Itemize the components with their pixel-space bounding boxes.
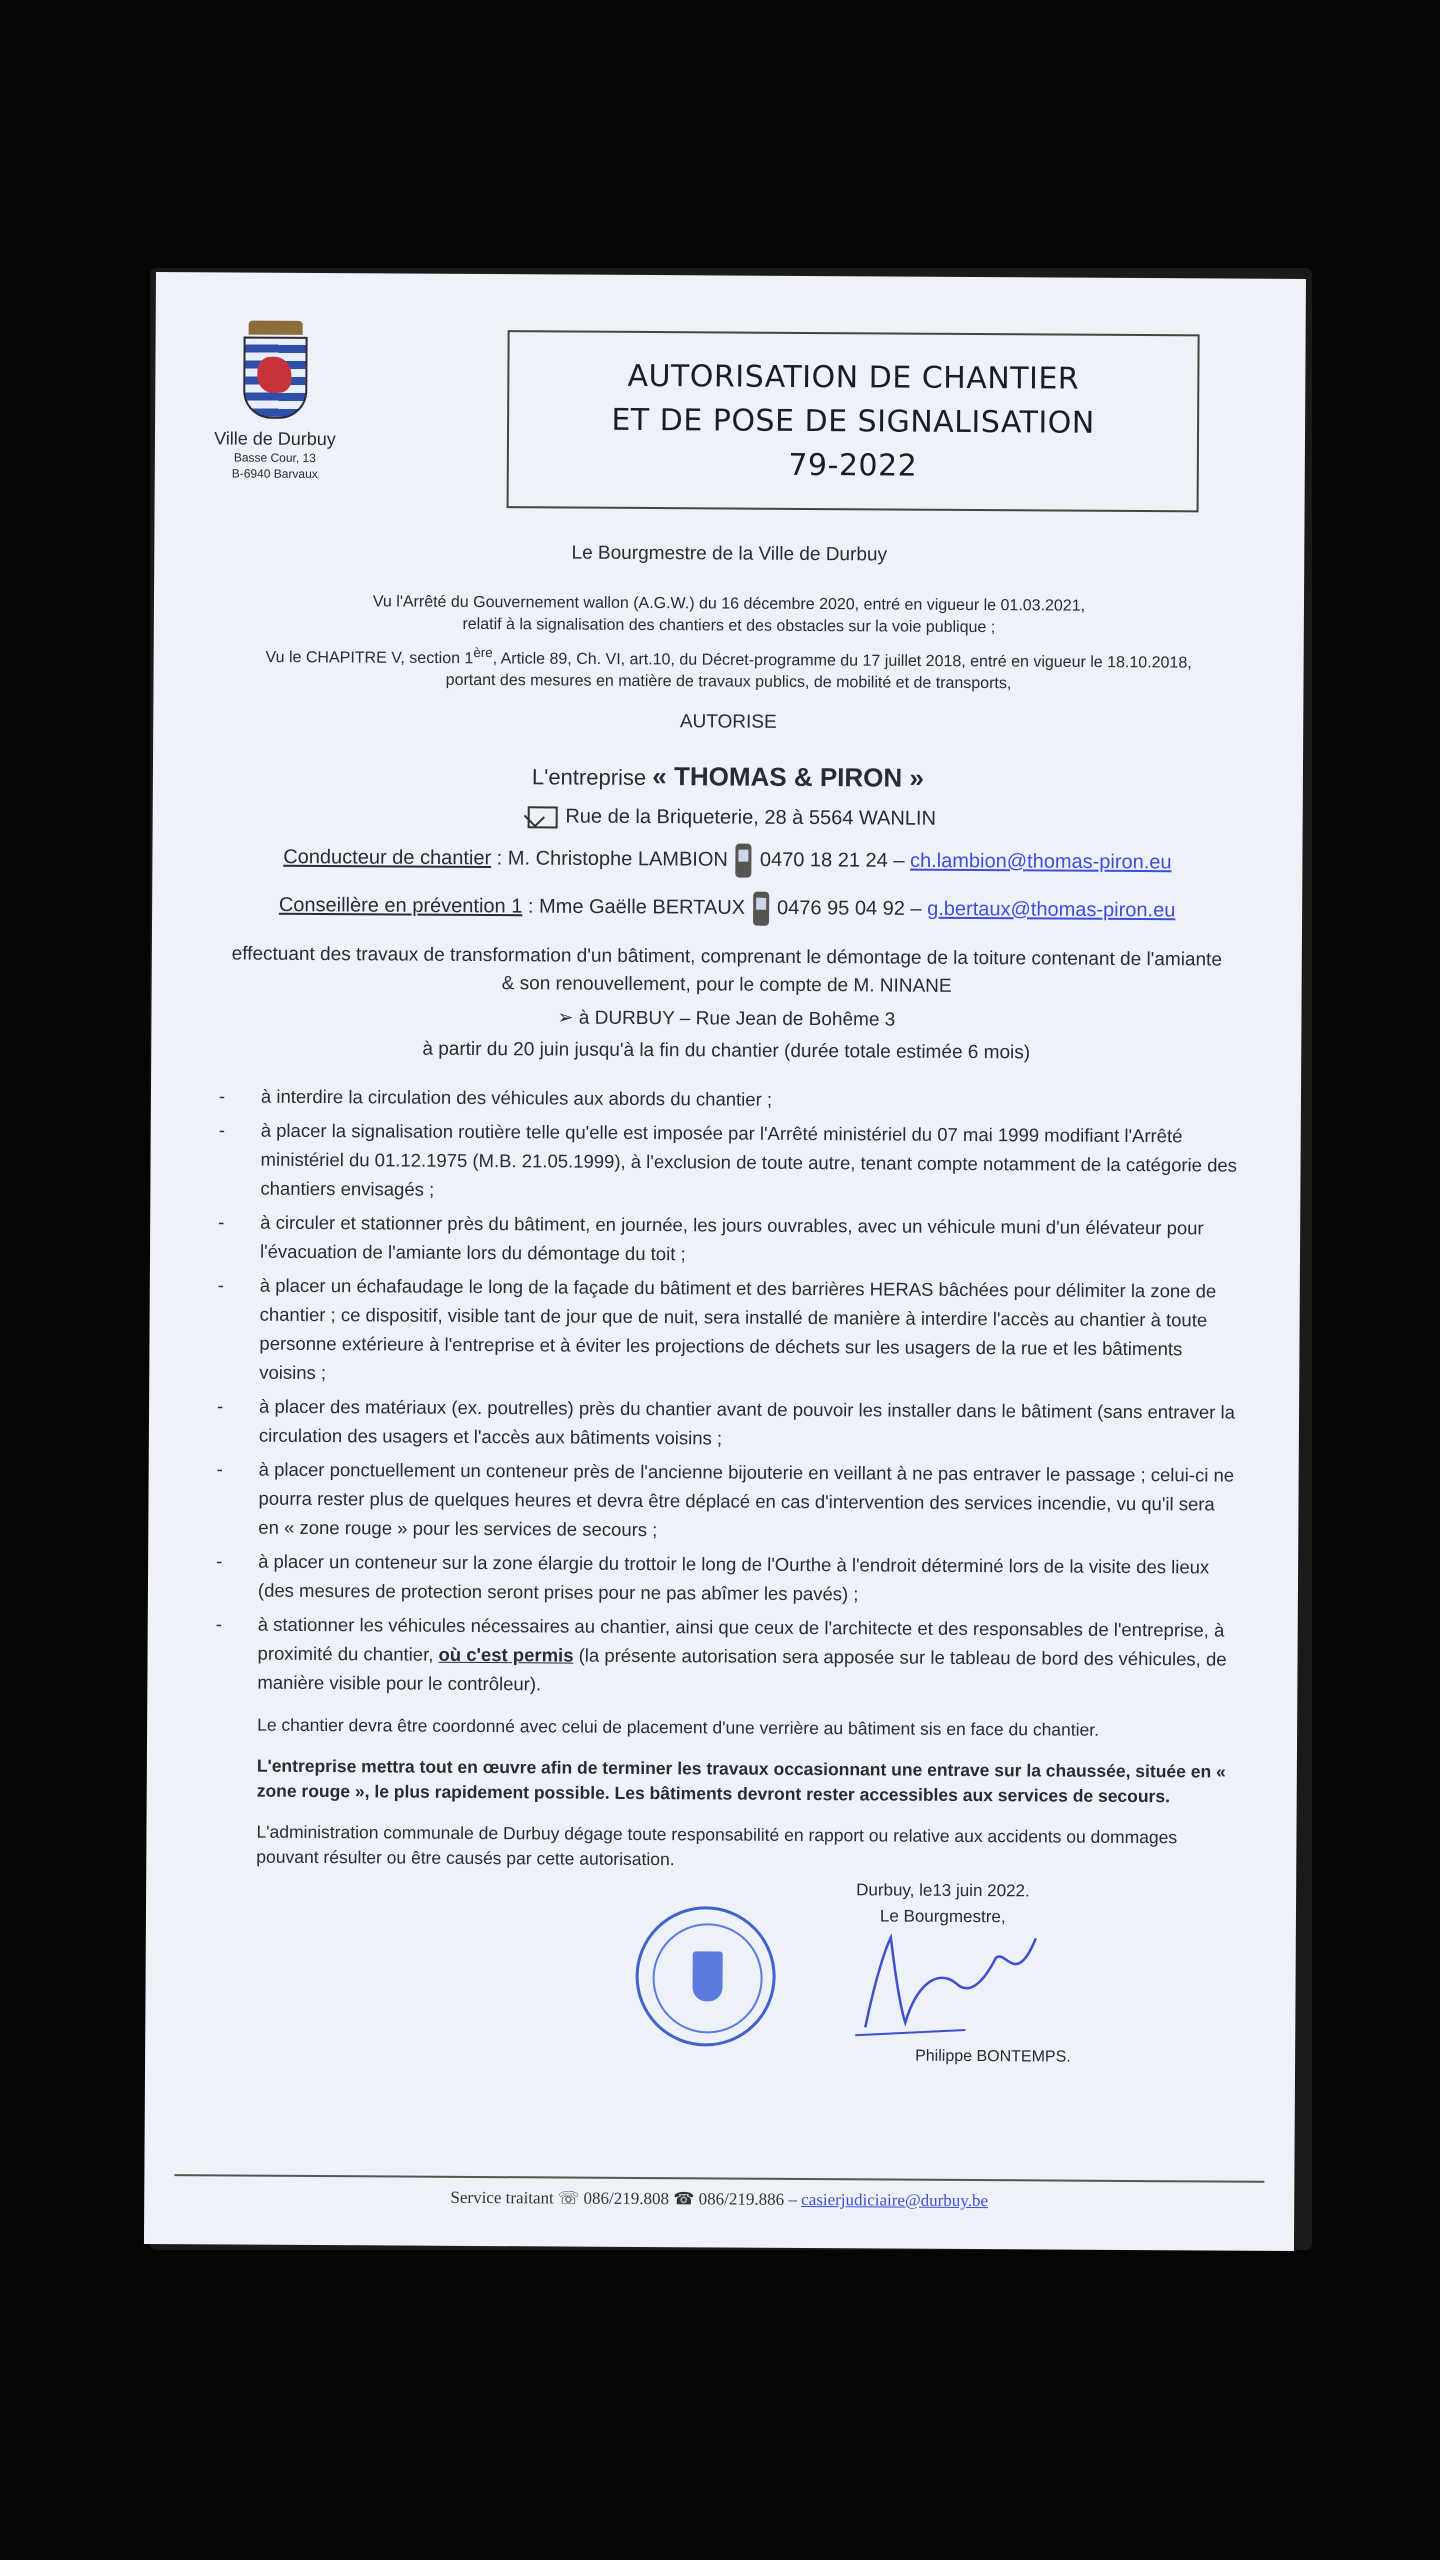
legal-basis	[213, 590, 1244, 697]
vu1-line1: Vu l'Arrêté du Gouvernement wallon (A.G.W.) du 16 décembre 2020, entré en vigueur le 01.03.2021,	[372, 593, 1086, 615]
footer-service: Service traitant ☏ 086/219.808 ☎ 086/219.886 –	[450, 2187, 802, 2209]
work-dates: à partir du 20 juin jusqu'à la fin du chantier (durée totale estimée 6 mois)	[422, 1038, 1031, 1064]
work-desc-line1: effectuant des travaux de transformation d'un bâtiment, comprenant le démontage de la toiture contenant de l'amiante	[231, 943, 1223, 971]
vu2-line2: portant des mesures en matière de travaux publics, de mobilité et de transports,	[445, 672, 1012, 693]
document-title-box	[507, 330, 1200, 512]
bourgmestre-heading: Le Bourgmestre de la Ville de Durbuy	[571, 542, 888, 566]
envelope-icon	[527, 806, 557, 828]
list-item: - à placer des matériaux (ex. poutrelles) près du chantier avant de pouvoir les installer dans le bâtiment (sans entraver la circulation des usagers et l'accès aux bâtiments voisins ;	[209, 1392, 1239, 1456]
priority-note: L'entreprise mettra tout en œuvre afin de terminer les travaux occasionnant une entrave sur la chaussée, située en « zone rouge », le plus rapidement possible. Les bâtiments devront rester accessibles aux services de secours.	[256, 1755, 1226, 1807]
company-address-row	[213, 804, 1243, 833]
contact-role: Conseillère en prévention 1	[278, 894, 523, 918]
handwritten-signature	[845, 1918, 1046, 2039]
contact-email-link[interactable]: ch.lambion@thomas-piron.eu	[909, 850, 1172, 874]
work-desc-line2: & son renouvellement, pour le compte de M. NINANE	[501, 973, 952, 998]
city-logo	[195, 320, 356, 482]
contact-person: : Mme Gaëlle BERTAUX	[522, 895, 746, 920]
title-number: 79-2022	[788, 447, 918, 484]
contact-row-prevention	[212, 889, 1242, 929]
document-sheet	[144, 272, 1306, 2251]
vu2-pre: Vu le CHAPITRE V, section 1	[265, 649, 474, 668]
contact-row-conducteur	[212, 841, 1242, 881]
signature-block	[205, 1874, 1236, 2080]
last-item-pre: à stationner les véhicules nécessaires au chantier, ainsi que ceux de l'architecte et des responsables de l'entreprise, à proximité du chantier,	[257, 1613, 1225, 1666]
work-location: ➢ à DURBUY – Rue Jean de Bohême 3	[557, 1007, 896, 1031]
company-line	[213, 759, 1243, 796]
last-item-emphasis: où c'est permis	[438, 1644, 574, 1666]
title-line1: AUTORISATION DE CHANTIER	[627, 358, 1080, 397]
title-line2: ET DE POSE DE SIGNALISATION	[611, 402, 1095, 441]
work-description	[212, 941, 1242, 1003]
list-item: - à interdire la circulation des véhicules aux abords du chantier ;	[211, 1082, 1241, 1117]
list-item: - à placer ponctuellement un conteneur près de l'ancienne bijouterie en veillant à ne pas entraver le passage ; celui-ci ne pourra rester plus de quelques heures et devra être déplacé en cas d'intervention des services incendie, vu qu'il sera en « zone rouge » pour les services de secours ;	[208, 1455, 1239, 1548]
list-item	[207, 1610, 1238, 1703]
vu2-sup: ère	[473, 644, 493, 661]
signatory-name: Philippe BONTEMPS.	[915, 2047, 1071, 2066]
autorise-heading: AUTORISE	[679, 711, 777, 734]
city-name: Ville de Durbuy	[214, 428, 336, 450]
contact-role: Conducteur de chantier	[283, 846, 492, 870]
list-item: - à circuler et stationner près du bâtiment, en journée, les jours ouvrables, avec un véhicule muni d'un élévateur pour l'évacuation de l'amiante lors du démontage du toit ;	[210, 1208, 1240, 1272]
signature-title: Le Bourgmestre,	[879, 1906, 1006, 1927]
municipal-seal-stamp	[635, 1906, 776, 2047]
signature-date: Durbuy, le13 juin 2022.	[856, 1880, 1030, 1901]
list-item: - à placer la signalisation routière telle qu'elle est imposée par l'Arrêté ministériel du 07 mai 1999 modifiant l'Arrêté ministériel du 01.12.1975 (M.B. 21.05.1999), à l'exclusion de toute autre, tenant compte notamment de la catégorie des chantiers envisagés ;	[210, 1116, 1241, 1209]
vu2-post: , Article 89, Ch. VI, art.10, du Décret-programme du 17 juillet 2018, entré en vigueur le 18.10.2018,	[492, 650, 1192, 672]
company-name: « THOMAS & PIRON »	[652, 761, 924, 794]
footer	[174, 2174, 1264, 2213]
city-address-line1: Basse Cour, 13	[233, 450, 316, 465]
contact-phone: 0476 95 04 92 –	[776, 897, 928, 921]
city-address-line2: B-6940 Barvaux	[231, 466, 318, 481]
contact-phone: 0470 18 21 24 –	[759, 849, 911, 873]
footer-email-link[interactable]: casierjudiciaire@durbuy.be	[801, 2189, 989, 2211]
last-item-post: (la présente autorisation sera apposée sur le tableau de bord des véhicules, de manière visible pour le contrôleur).	[257, 1644, 1227, 1695]
mobile-phone-icon	[753, 892, 769, 926]
company-prefix: L'entreprise	[531, 764, 653, 791]
vu1-line2: relatif à la signalisation des chantiers et des obstacles sur la voie publique ;	[462, 615, 996, 637]
contact-person: : M. Christophe LAMBION	[491, 847, 728, 872]
coordination-note: Le chantier devra être coordonné avec celui de placement d'une verrière au bâtiment sis en face du chantier.	[257, 1714, 1100, 1741]
contact-email-link[interactable]: g.bertaux@thomas-piron.eu	[927, 898, 1176, 922]
authorization-list	[207, 1082, 1241, 1703]
list-item: - à placer un échafaudage le long de la façade du bâtiment et des barrières HERAS bâchées pour délimiter la zone de chantier ; ce dispositif, visible tant de jour que de nuit, sera installé de manière à interdire l'accès au chantier à toute personne extérieure à l'entreprise et à éviter les projections de déchets sur les usagers de la rue et les bâtiments voisins ;	[209, 1271, 1240, 1393]
company-address: Rue de la Briqueterie, 28 à 5564 WANLIN	[565, 805, 937, 831]
mobile-phone-icon	[736, 844, 752, 878]
coat-of-arms-icon	[243, 321, 308, 419]
list-item: - à placer un conteneur sur la zone élargie du trottoir le long de l'Ourthe à l'endroit déterminé lors de la visite des lieux (des mesures de protection seront prises pour ne pas abîmer les pavés) ;	[208, 1547, 1238, 1611]
disclaimer-note: L'administration communale de Durbuy dégage toute responsabilité en rapport ou relative aux accidents ou dommages pouvant résulter ou être causés par cette autorisation.	[256, 1821, 1178, 1870]
document-body	[205, 540, 1244, 2080]
